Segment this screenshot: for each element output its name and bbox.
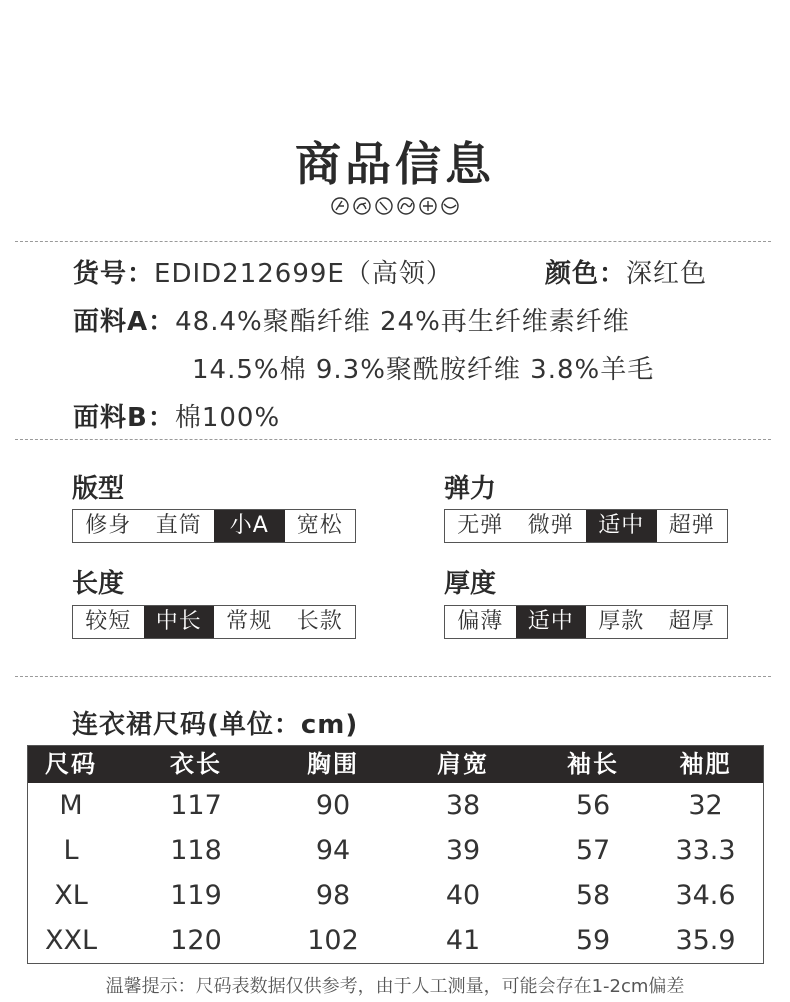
length-option: 较短: [85, 609, 132, 634]
thickness-option: 偏薄: [457, 609, 504, 634]
table-cell: 118: [170, 835, 222, 866]
fabric-b-label: 面料B：: [73, 403, 175, 433]
table-cell: 32: [688, 790, 723, 821]
header-cell: 肩宽: [437, 750, 489, 778]
table-cell: 58: [575, 880, 611, 911]
footnote: 温馨提示：尺码表数据仅供参考，由于人工测量，可能会存在1-2cm偏差: [105, 976, 685, 997]
color-label: 颜色：: [545, 259, 627, 289]
table-row: [28, 828, 763, 873]
fabric-a-line: [73, 301, 630, 338]
table-row: [28, 918, 763, 963]
thickness-options: [444, 605, 728, 639]
table-cell: 117: [170, 790, 222, 821]
table-cell: 33.3: [675, 835, 736, 866]
fabric-b-line: [73, 397, 280, 434]
size-table-header: [28, 746, 763, 783]
elastic-option: 无弹: [457, 513, 504, 538]
table-cell: 39: [445, 835, 481, 866]
fabric-a-line-2: [192, 349, 654, 386]
header-cell: 胸围: [307, 750, 359, 778]
table-cell: 98: [315, 880, 351, 911]
header-cell: 衣长: [170, 750, 222, 778]
fit-options: [72, 509, 356, 543]
table-cell: XL: [54, 880, 88, 911]
table-cell: 41: [445, 925, 481, 956]
header-cell: 袖长: [567, 750, 619, 778]
table-row: [28, 873, 763, 918]
fabric-a-value-1: 48.4%聚酯纤维 24%再生纤维素纤维: [175, 307, 630, 337]
divider: [15, 241, 771, 242]
fit-option: 小A: [214, 510, 285, 542]
table-cell: XXL: [44, 925, 98, 956]
elastic-option: 微弹: [527, 513, 574, 538]
table-cell: 90: [315, 790, 351, 821]
fabric-a-value-2: 14.5%棉 9.3%聚酰胺纤维 3.8%羊毛: [192, 355, 655, 385]
thickness-option: 适中: [516, 606, 587, 638]
table-cell: 59: [575, 925, 611, 956]
elastic-option: 超弹: [668, 513, 715, 538]
fit-option: 修身: [85, 513, 132, 538]
length-options: [72, 605, 356, 639]
thickness-option: 厚款: [598, 609, 645, 634]
thickness-title: 厚度: [444, 569, 497, 599]
fit-option: 直筒: [155, 513, 202, 538]
fabric-b-value: 棉100%: [174, 403, 281, 433]
sku-label: 货号：: [73, 259, 155, 289]
table-cell: 40: [445, 880, 481, 911]
size-table: [27, 745, 764, 964]
length-option: 常规: [226, 609, 273, 634]
table-cell: 34.6: [675, 880, 736, 911]
length-option: 中长: [144, 606, 215, 638]
sku-value: EDID212699E（高领）: [154, 259, 453, 289]
header-cell: 尺码: [45, 750, 97, 778]
table-cell: 56: [575, 790, 611, 821]
table-cell: 120: [170, 925, 222, 956]
decorative-script-logo: [327, 193, 463, 219]
table-row: [28, 783, 763, 828]
header-cell: 袖肥: [679, 750, 732, 778]
table-cell: 94: [315, 835, 351, 866]
size-chart-title: 连衣裙尺码(单位：cm): [72, 710, 359, 740]
fit-title: 版型: [72, 474, 125, 504]
thickness-option: 超厚: [668, 609, 715, 634]
elastic-option: 适中: [586, 510, 657, 542]
elastic-title: 弹力: [444, 474, 497, 504]
table-cell: 35.9: [675, 925, 736, 956]
elastic-options: [444, 509, 728, 543]
color-value: 深红色: [626, 259, 708, 289]
color-line: [545, 253, 707, 290]
table-cell: 57: [575, 835, 611, 866]
divider: [15, 676, 771, 677]
page-title: 商品信息: [295, 137, 495, 191]
length-option: 长款: [296, 609, 343, 634]
table-cell: 38: [445, 790, 481, 821]
divider: [15, 439, 771, 440]
table-cell: 102: [307, 925, 359, 956]
length-title: 长度: [72, 569, 125, 599]
table-cell: L: [63, 835, 79, 866]
table-cell: 119: [170, 880, 222, 911]
sku-line: [73, 253, 453, 290]
table-cell: M: [59, 790, 83, 821]
fit-option: 宽松: [296, 513, 343, 538]
fabric-a-label: 面料A：: [73, 307, 176, 337]
